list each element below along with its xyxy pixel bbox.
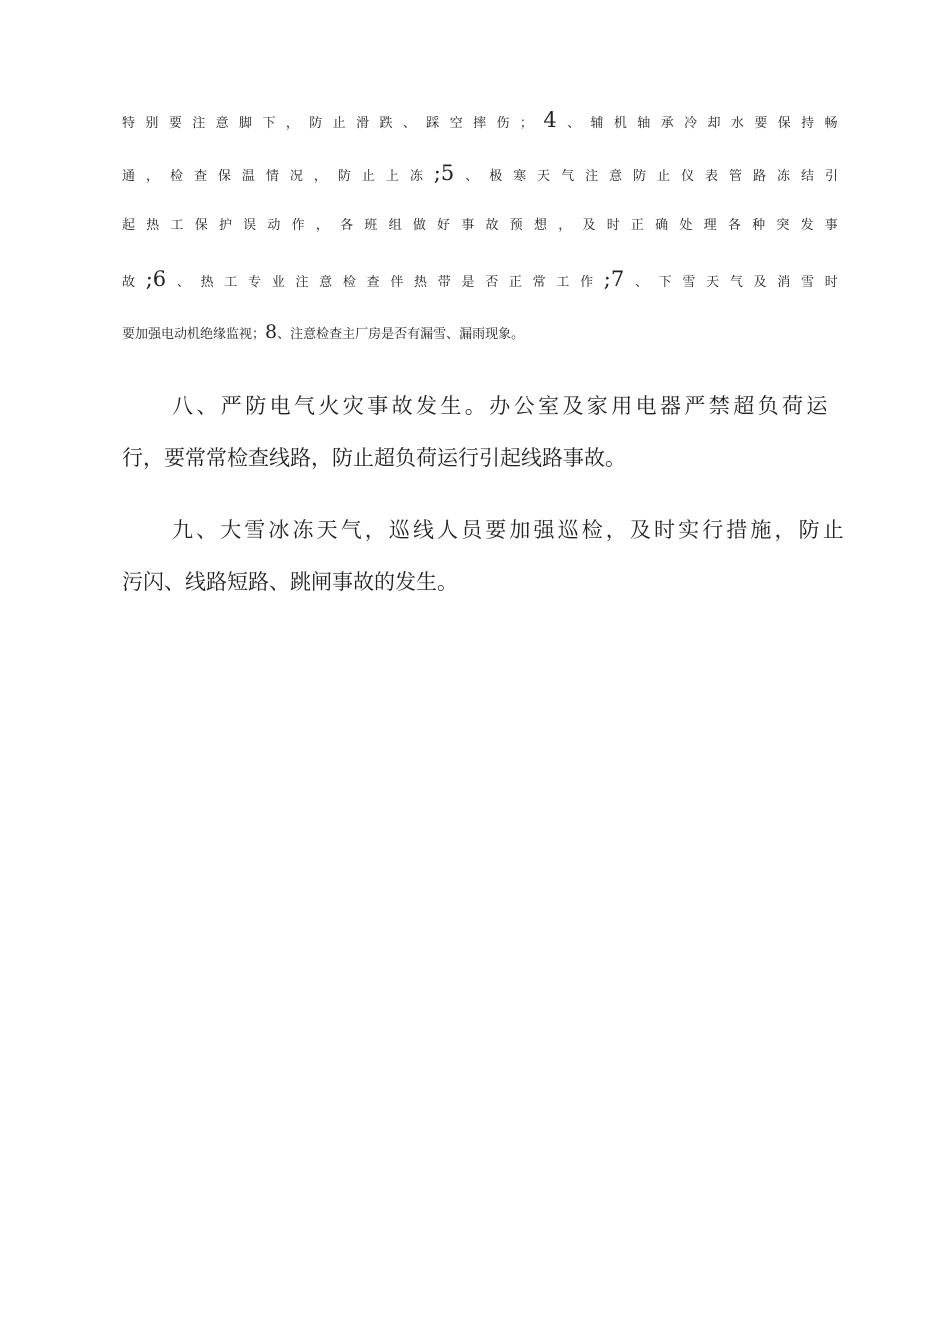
text-char: 极 xyxy=(489,169,503,184)
text-char: 冻 xyxy=(777,169,791,184)
text-char: ； xyxy=(519,116,533,131)
text-char: 预 xyxy=(509,218,523,233)
text-char: 寒 xyxy=(513,169,527,184)
text-char: ， xyxy=(558,218,572,233)
text-char: 持 xyxy=(801,116,815,131)
text-char: 种 xyxy=(752,218,766,233)
text-char: 下 xyxy=(262,116,276,131)
text-char: 带 xyxy=(437,275,451,290)
text-char: 专 xyxy=(248,275,262,290)
text-char: 踩 xyxy=(426,116,440,131)
text-char: 热 xyxy=(200,275,214,290)
text-char: 摔 xyxy=(473,116,487,131)
text-char: 故 xyxy=(122,275,136,290)
text-char: 通 xyxy=(122,169,136,184)
text-char: 下 xyxy=(658,275,672,290)
text-char: 消 xyxy=(777,275,791,290)
text-char: 处 xyxy=(679,218,693,233)
text-char: 保 xyxy=(217,169,231,184)
text-char: 好 xyxy=(437,218,451,233)
text-line-4 xyxy=(122,265,838,293)
text-char: 冷 xyxy=(684,116,698,131)
text-char: 事 xyxy=(461,218,475,233)
text-char: 路 xyxy=(753,169,767,184)
text-char: 轴 xyxy=(637,116,651,131)
text-char: 工 xyxy=(556,275,570,290)
item-number-7: ;7 xyxy=(603,267,625,291)
text-line-1 xyxy=(122,106,838,134)
item-number-6: ;6 xyxy=(145,267,167,291)
text-char: 伤 xyxy=(496,116,510,131)
text-char: 工 xyxy=(170,218,184,233)
text-char: 别 xyxy=(145,116,159,131)
text-char: 气 xyxy=(561,169,575,184)
text-char: 班 xyxy=(364,218,378,233)
text-char: ， xyxy=(315,218,329,233)
text-char: 时 xyxy=(824,275,838,290)
text-char: ， xyxy=(285,116,299,131)
text-char: 发 xyxy=(800,218,814,233)
text-char: 承 xyxy=(660,116,674,131)
text-char: 却 xyxy=(707,116,721,131)
text-char: 突 xyxy=(776,218,790,233)
text-char: 上 xyxy=(385,169,399,184)
paragraph-text: 污闪、线路短路、跳闸事故的发生。 xyxy=(122,570,458,594)
text-char: 及 xyxy=(753,275,767,290)
text-char: 结 xyxy=(800,169,814,184)
text-char: 情 xyxy=(265,169,279,184)
text-char: 畅 xyxy=(824,116,838,131)
text-segment: 、注意检查主厂房是否有漏雪、漏雨现象。 xyxy=(277,327,525,342)
text-char: 各 xyxy=(727,218,741,233)
text-char: 空 xyxy=(449,116,463,131)
text-char: 注 xyxy=(585,169,599,184)
text-char: 天 xyxy=(706,275,720,290)
text-char: 检 xyxy=(169,169,183,184)
text-char: 否 xyxy=(485,275,499,290)
text-char: 表 xyxy=(705,169,719,184)
text-char: 工 xyxy=(224,275,238,290)
text-line-2 xyxy=(122,159,838,187)
text-char: 防 xyxy=(309,116,323,131)
text-char: 特 xyxy=(122,116,136,131)
text-char: 确 xyxy=(655,218,669,233)
text-char: 是 xyxy=(461,275,475,290)
text-char: 理 xyxy=(703,218,717,233)
text-char: 水 xyxy=(730,116,744,131)
text-char: 故 xyxy=(485,218,499,233)
text-char: 查 xyxy=(366,275,380,290)
paragraph-8-line-2 xyxy=(122,432,838,484)
text-char: 查 xyxy=(193,169,207,184)
text-char: 况 xyxy=(289,169,303,184)
text-char: 想 xyxy=(533,218,547,233)
text-char: 保 xyxy=(194,218,208,233)
text-char: 作 xyxy=(291,218,305,233)
text-char: 、 xyxy=(567,116,581,131)
text-char: 组 xyxy=(388,218,402,233)
text-char: 各 xyxy=(340,218,354,233)
text-char: 机 xyxy=(613,116,627,131)
paragraph-9 xyxy=(122,504,847,608)
text-line-5 xyxy=(122,318,838,346)
text-char: 滑 xyxy=(356,116,370,131)
text-char: 保 xyxy=(777,116,791,131)
text-char: 正 xyxy=(508,275,522,290)
text-char: 意 xyxy=(215,116,229,131)
text-char: 热 xyxy=(414,275,428,290)
text-char: 、 xyxy=(465,169,479,184)
text-char: 气 xyxy=(729,275,743,290)
text-char: 伴 xyxy=(390,275,404,290)
text-char: 、 xyxy=(402,116,416,131)
text-char: 时 xyxy=(606,218,620,233)
text-char: 注 xyxy=(192,116,206,131)
text-char: 做 xyxy=(412,218,426,233)
text-char: 辅 xyxy=(590,116,604,131)
text-char: 、 xyxy=(176,275,190,290)
text-char: 热 xyxy=(146,218,160,233)
text-char: 正 xyxy=(630,218,644,233)
text-char: 天 xyxy=(537,169,551,184)
text-char: 防 xyxy=(337,169,351,184)
text-char: 起 xyxy=(122,218,136,233)
text-char: 护 xyxy=(218,218,232,233)
paragraph-text: 八、严防电气火灾事故发生。办公室及家用电器严禁超负荷运 xyxy=(172,394,831,418)
text-char: 及 xyxy=(582,218,596,233)
text-char: 、 xyxy=(634,275,648,290)
text-char: 雪 xyxy=(800,275,814,290)
text-char: 常 xyxy=(532,275,546,290)
text-char: 止 xyxy=(361,169,375,184)
text-char: 要 xyxy=(754,116,768,131)
text-char: 注 xyxy=(295,275,309,290)
text-char: 意 xyxy=(319,275,333,290)
item-number-8: 8 xyxy=(265,321,278,343)
text-char: 防 xyxy=(633,169,647,184)
text-char: 止 xyxy=(332,116,346,131)
text-char: 意 xyxy=(609,169,623,184)
text-char: 要 xyxy=(168,116,182,131)
item-number-4: 4 xyxy=(543,108,557,132)
text-char: 动 xyxy=(267,218,281,233)
paragraph-9-line-1 xyxy=(122,504,847,556)
text-char: 仪 xyxy=(681,169,695,184)
text-char: 误 xyxy=(243,218,257,233)
text-char: 雪 xyxy=(682,275,696,290)
text-char: 跌 xyxy=(379,116,393,131)
item-number-5: ;5 xyxy=(433,161,455,185)
text-char: 止 xyxy=(657,169,671,184)
paragraph-9-line-2 xyxy=(122,556,838,608)
text-segment: 要加强电动机绝缘监视； xyxy=(122,327,266,342)
paragraph-text: 九、大雪冰冻天气，巡线人员要加强巡检，及时实行措施，防止 xyxy=(172,518,847,542)
text-char: ， xyxy=(145,169,159,184)
text-char: 事 xyxy=(824,218,838,233)
text-char: 检 xyxy=(342,275,356,290)
text-line-3 xyxy=(122,212,838,240)
text-char: 作 xyxy=(580,275,594,290)
paragraph-text: 行，要常常检查线路，防止超负荷运行引起线路事故。 xyxy=(122,446,626,470)
text-char: ， xyxy=(313,169,327,184)
text-char: 管 xyxy=(729,169,743,184)
text-char: 引 xyxy=(824,169,838,184)
paragraph-8 xyxy=(122,380,838,484)
text-char: 冻 xyxy=(409,169,423,184)
text-char: 温 xyxy=(241,169,255,184)
paragraph-8-line-1 xyxy=(122,380,838,432)
text-char: 脚 xyxy=(239,116,253,131)
text-char: 业 xyxy=(271,275,285,290)
